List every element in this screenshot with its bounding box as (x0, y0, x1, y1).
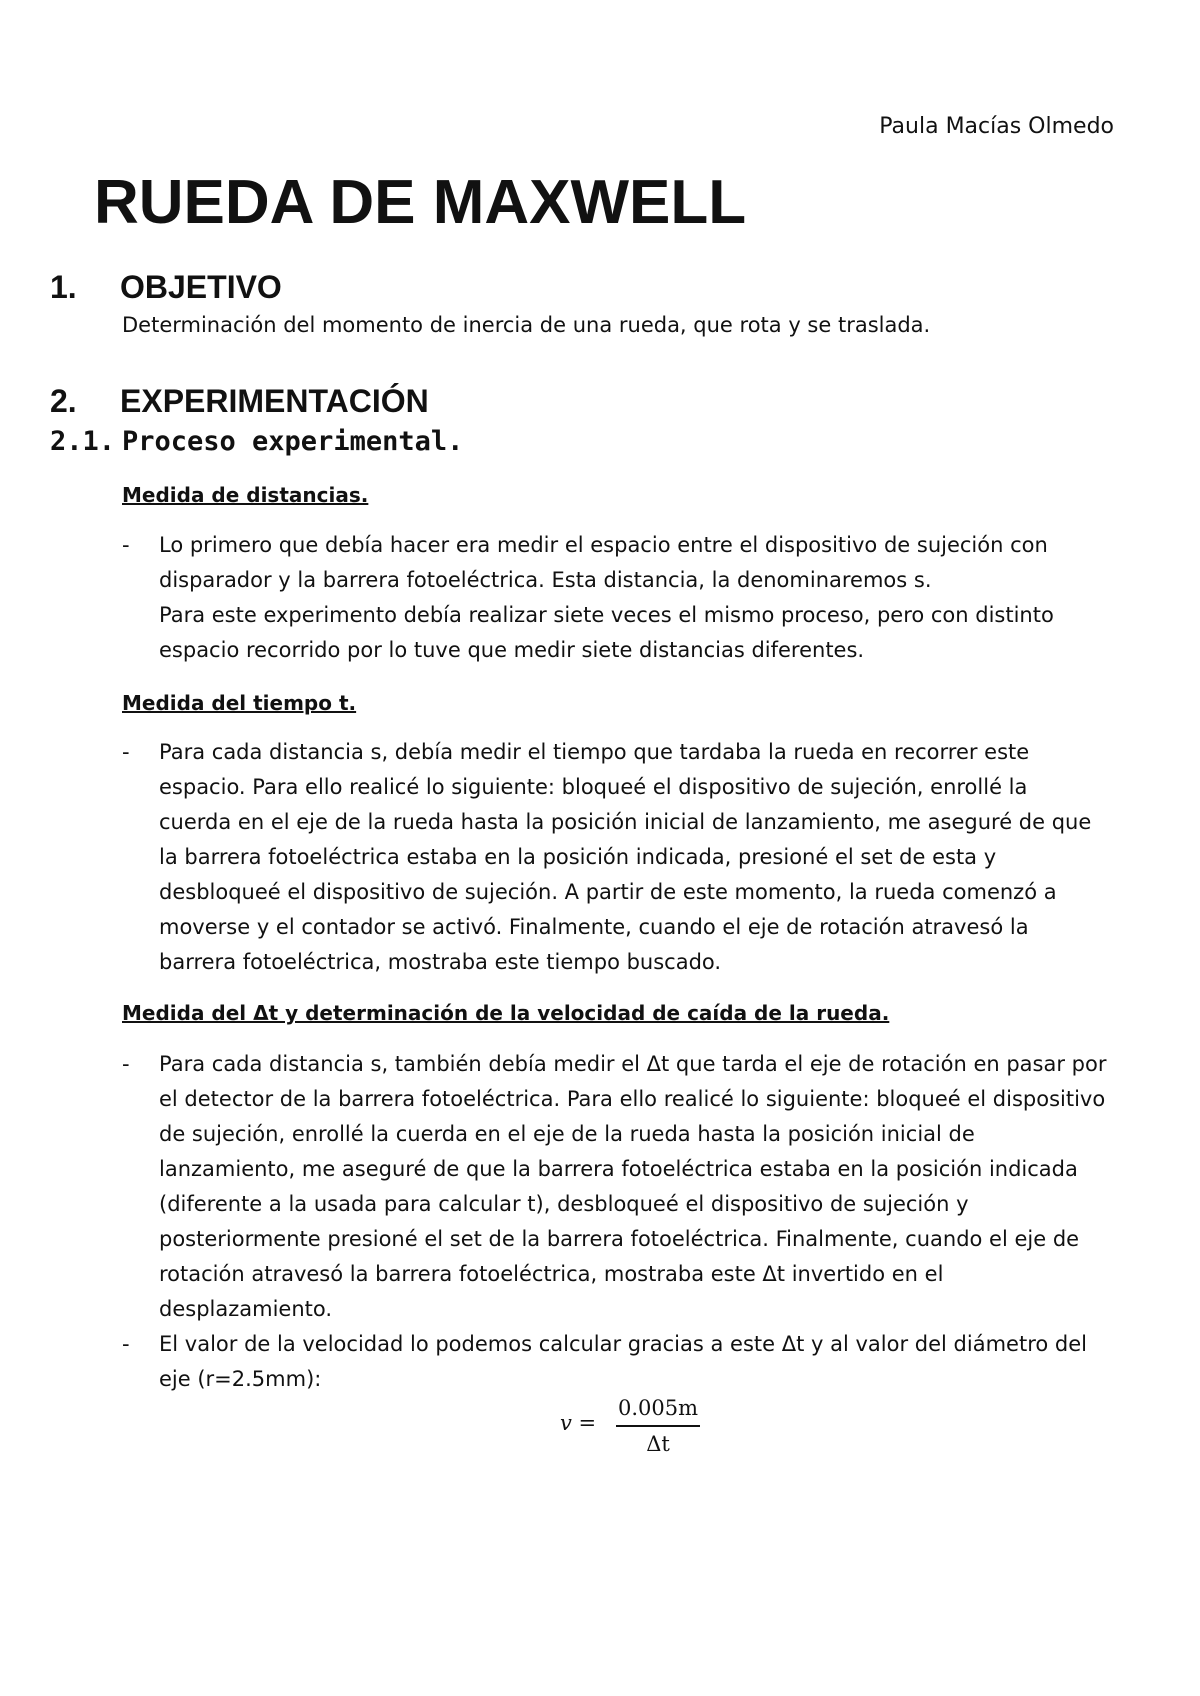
text-line: Lo primero que debía hacer era medir el espacio entre el dispositivo de sujeción con (159, 533, 1048, 557)
text-line: Para este experimento debía realizar siete veces el mismo proceso, pero con distinto (159, 603, 1054, 627)
list-item (122, 735, 1122, 980)
text-line: (diferente a la usada para calcular t), desbloqueé el dispositivo de sujeción y (159, 1192, 969, 1216)
text-line: desplazamiento. (159, 1297, 333, 1321)
formula-fraction (616, 1393, 700, 1459)
text-line: la barrera fotoeléctrica estaba en la posición indicada, presioné el set de esta y (159, 845, 997, 869)
list-item (122, 1047, 1122, 1327)
author-name: Paula Macías Olmedo (879, 114, 1114, 139)
subheading-distancias: Medida de distancias. (122, 483, 369, 507)
text-line: eje (r=2.5mm): (159, 1367, 322, 1391)
bullet-dash: - (122, 1332, 130, 1356)
text-line: de sujeción, enrollé la cuerda en el eje de la rueda hasta la posición inicial de (159, 1122, 975, 1146)
formula-lhs: v = (560, 1411, 597, 1435)
subheading-tiempo: Medida del tiempo t. (122, 691, 357, 715)
section-heading-objetivo (50, 268, 282, 306)
formula-denominator: Δt (646, 1432, 670, 1456)
text-line: El valor de la velocidad lo podemos calcular gracias a este Δt y al valor del diámetro del (159, 1332, 1087, 1356)
text-line: desbloqueé el dispositivo de sujeción. A partir de este momento, la rueda comenzó a (159, 880, 1057, 904)
text-line: lanzamiento, me aseguré de que la barrera fotoeléctrica estaba en la posición indicada (159, 1157, 1078, 1181)
text-line: cuerda en el eje de la rueda hasta la posición inicial de lanzamiento, me aseguré de que (159, 810, 1092, 834)
document-title: RUEDA DE MAXWELL (94, 168, 747, 237)
text-line: el detector de la barrera fotoeléctrica. Para ello realicé lo siguiente: bloqueé el dispositivo (159, 1087, 1106, 1111)
bullet-dash: - (122, 740, 130, 764)
text-line: Para cada distancia s, también debía medir el Δt que tarda el eje de rotación en pasar por (159, 1052, 1107, 1076)
velocity-formula (560, 1393, 720, 1463)
bullet-dash: - (122, 533, 130, 557)
subsection-title: Proceso experimental. (122, 426, 464, 457)
text-line: Para cada distancia s, debía medir el tiempo que tardaba la rueda en recorrer este (159, 740, 1030, 764)
fraction-bar (616, 1425, 700, 1427)
text-line: espacio recorrido por lo tuve que medir siete distancias diferentes. (159, 638, 865, 662)
formula-numerator: 0.005m (617, 1396, 699, 1420)
text-line: rotación atravesó la barrera fotoeléctrica, mostraba este Δt invertido en el (159, 1262, 944, 1286)
subsection-heading-proceso (50, 425, 463, 459)
section-number: 2. (50, 383, 77, 419)
text-line: disparador y la barrera fotoeléctrica. Esta distancia, la denominaremos s. (159, 568, 932, 592)
subheading-velocidad: Medida del Δt y determinación de la velocidad de caída de la rueda. (122, 1001, 890, 1025)
section-heading-experimentacion (50, 382, 429, 420)
text-line: moverse y el contador se activó. Finalmente, cuando el eje de rotación atravesó la (159, 915, 1029, 939)
list-item (122, 528, 1122, 668)
subsection-number: 2.1. (50, 426, 116, 457)
objetivo-text: Determinación del momento de inercia de una rueda, que rota y se traslada. (122, 313, 931, 337)
section-number: 1. (50, 269, 77, 305)
bullet-dash: - (122, 1052, 130, 1076)
section-title: OBJETIVO (120, 269, 282, 305)
text-line: barrera fotoeléctrica, mostraba este tiempo buscado. (159, 950, 722, 974)
list-item (122, 1327, 1122, 1397)
text-line: posteriormente presioné el set de la barrera fotoeléctrica. Finalmente, cuando el eje de (159, 1227, 1080, 1251)
section-title: EXPERIMENTACIÓN (120, 383, 429, 419)
text-line: espacio. Para ello realicé lo siguiente: bloqueé el dispositivo de sujeción, enrollé la (159, 775, 1028, 799)
